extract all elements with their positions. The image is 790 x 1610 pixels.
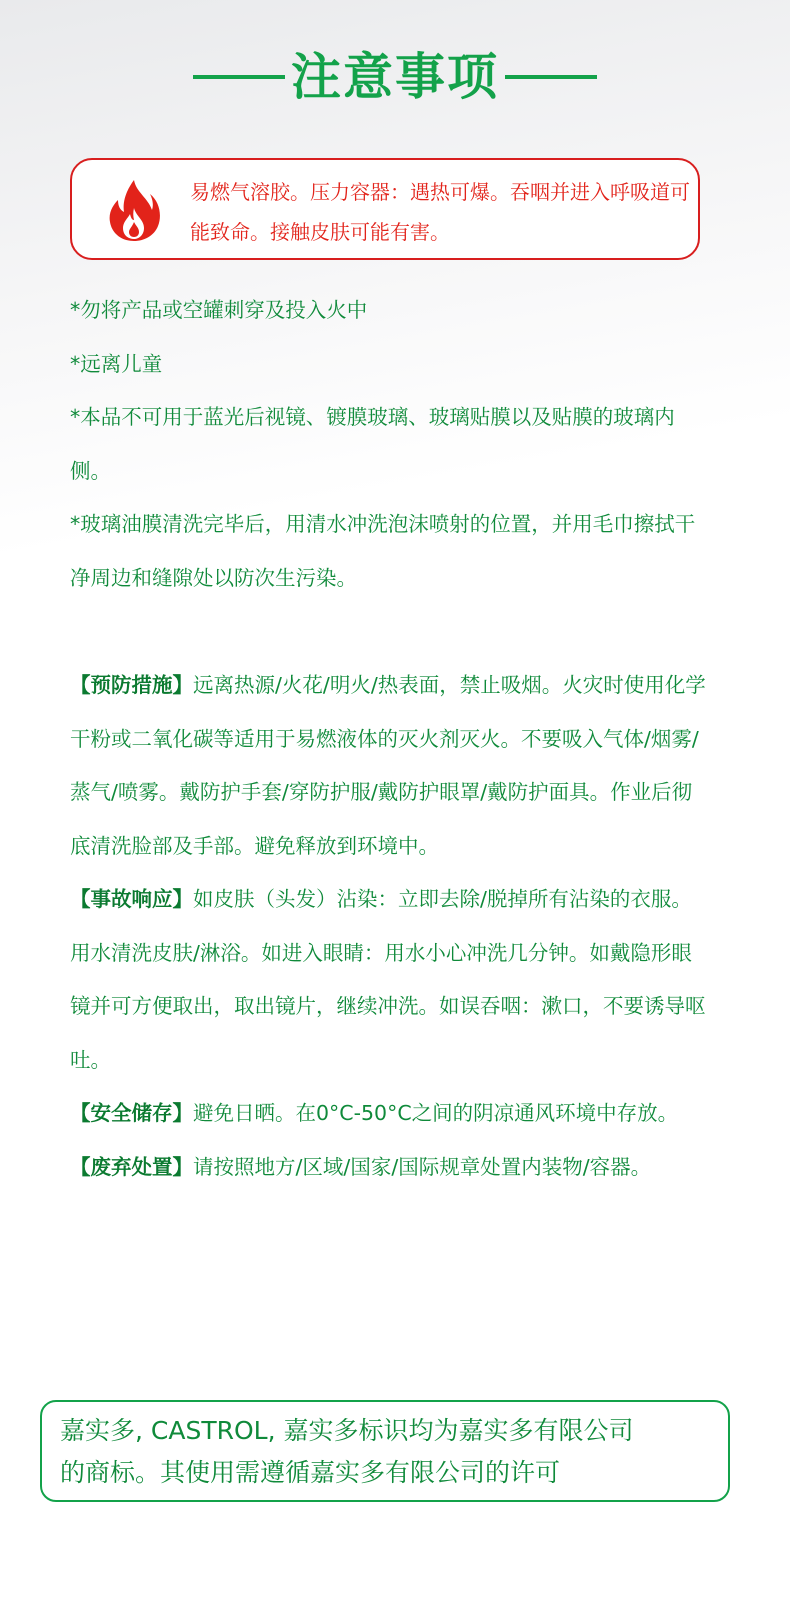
note-item: *勿将产品或空罐刺穿及投入火中 [70, 298, 368, 322]
title-left-dash [193, 75, 285, 79]
section-disposal [70, 1141, 710, 1195]
section-tag: 【安全储存】 [70, 1101, 193, 1125]
section-text: 避免日晒。在0°C-50°C之间的阴凉通风环境中存放。 [193, 1101, 679, 1125]
note-item: *玻璃油膜清洗完毕后，用清水冲洗泡沫喷射的位置，并用毛巾擦拭干净周边和缝隙处以防次生污染。 [70, 512, 696, 590]
trademark-line-2: 的商标。其使用需遵循嘉实多有限公司的许可 [60, 1458, 561, 1487]
hazard-warning-box [70, 158, 700, 260]
section-text: 如皮肤（头发）沾染：立即去除/脱掉所有沾染的衣服。用水清洗皮肤/淋浴。如进入眼睛：用水小心冲洗几分钟。如戴隐形眼镜并可方便取出，取出镜片，继续冲洗。如误吞咽：漱口，不要诱导呕吐。 [70, 887, 706, 1072]
hazard-warning-text: 易燃气溶胶。压力容器：遇热可爆。吞咽并进入呼吸道可能致命。接触皮肤可能有害。 [190, 180, 690, 244]
section-tag: 【废弃处置】 [70, 1154, 193, 1179]
section-spacer [70, 605, 710, 659]
trademark-line-1: 嘉实多, CASTROL, 嘉实多标识均为嘉实多有限公司 [60, 1416, 634, 1445]
note-item: *本品不可用于蓝光后视镜、镀膜玻璃、玻璃贴膜以及贴膜的玻璃内侧。 [70, 405, 675, 483]
page-title [0, 42, 790, 112]
section-response [70, 873, 710, 1087]
title-right-dash [505, 75, 597, 79]
precautions-content [70, 284, 710, 1194]
note-item: *远离儿童 [70, 351, 163, 376]
section-text: 请按照地方/区域/国家/国际规章处置内装物/容器。 [193, 1154, 652, 1179]
section-storage [70, 1087, 710, 1141]
flame-icon [106, 178, 162, 242]
section-tag: 【预防措施】 [70, 673, 193, 697]
section-prevention [70, 659, 710, 873]
page-title-text: 注意事项 [291, 48, 499, 106]
section-tag: 【事故响应】 [70, 887, 193, 911]
section-text: 远离热源/火花/明火/热表面，禁止吸烟。火灾时使用化学干粉或二氧化碳等适用于易燃液体的灭火剂灭火。不要吸入气体/烟雾/蒸气/喷雾。戴防护手套/穿防护服/戴防护眼罩/戴防护面具。作业后彻底清洗脸部及手部。避免释放到环境中。 [70, 673, 706, 858]
trademark-notice [40, 1400, 730, 1502]
